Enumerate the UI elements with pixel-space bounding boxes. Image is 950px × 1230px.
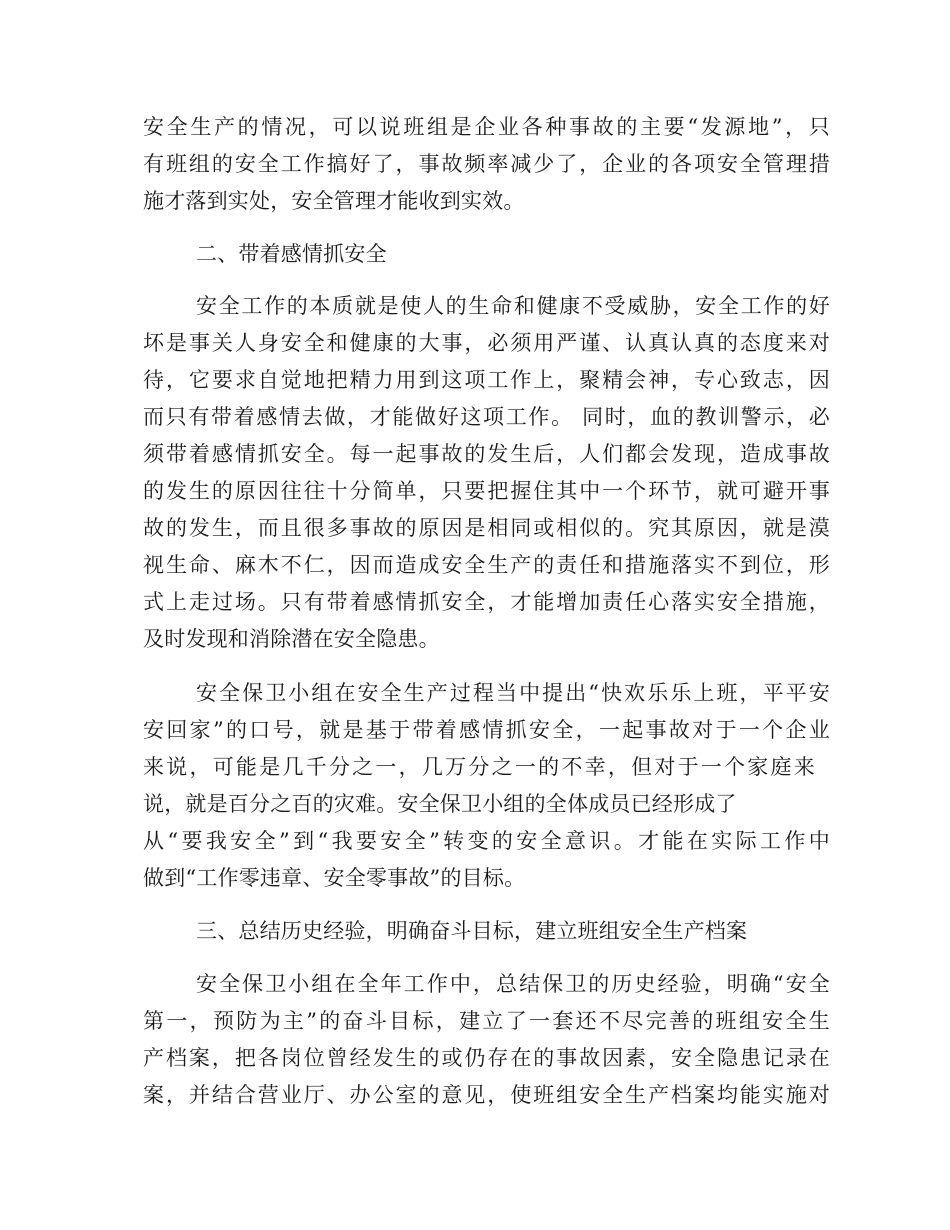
paragraph-2-line: 及时发现和消除潜在安全隐患。	[143, 627, 440, 651]
paragraph-3-line: 安回家”的口号，就是基于带着感情抓安全，一起事故对于一个企业	[143, 718, 830, 742]
paragraph-3-line: 说，就是百分之百的灾难。安全保卫小组的全体成员已经形成了	[143, 792, 737, 816]
paragraph-2-line: 坏是事关人身安全和健康的大事，必须用严谨、认真认真的态度来对	[143, 331, 830, 355]
paragraph-1-line: 施才落到实处，安全管理才能收到实效。	[143, 189, 525, 213]
paragraph-4-line: 安全保卫小组在全年工作中，总结保卫的历史经验，明确“安全	[196, 972, 830, 996]
paragraph-2-line: 式上走过场。只有带着感情抓安全，才能增加责任心落实安全措施，	[143, 590, 830, 614]
section-heading-3: 三、总结历史经验，明确奋斗目标，建立班组安全生产档案	[196, 919, 748, 943]
paragraph-2-line: 的发生的原因往往十分简单，只要把握住其中一个环节，就可避开事	[143, 479, 830, 503]
paragraph-3-line: 做到“工作零违章、安全零事故”的目标。	[143, 866, 526, 890]
paragraph-2-line: 须带着感情抓安全。每一起事故的发生后，人们都会发现，造成事故	[143, 442, 830, 466]
paragraph-2-line: 故的发生，而且很多事故的原因是相同或相似的。究其原因，就是漠	[143, 516, 830, 540]
paragraph-2-line: 待，它要求自觉地把精力用到这项工作上，聚精会神，专心致志，因	[143, 368, 830, 392]
paragraph-3-line: 从“要我安全”到“我要安全”转变的安全意识。才能在实际工作中	[143, 829, 830, 853]
paragraph-1-line: 有班组的安全工作搞好了，事故频率减少了，企业的各项安全管理措	[143, 152, 830, 176]
paragraph-2-line: 视生命、麻木不仁，因而造成安全生产的责任和措施落实不到位，形	[143, 553, 830, 577]
paragraph-1-line: 安全生产的情况，可以说班组是企业各种事故的主要“发源地”，只	[143, 115, 830, 139]
paragraph-4-line: 案，并结合营业厅、办公室的意见，使班组安全生产档案均能实施对	[143, 1083, 830, 1107]
section-heading-2: 二、带着感情抓安全	[196, 242, 387, 266]
paragraph-2-line: 安全工作的本质就是使人的生命和健康不受威胁，安全工作的好	[196, 294, 830, 318]
paragraph-3-line: 来说，可能是几千分之一，几万分之一的不幸，但对于一个家庭来	[143, 755, 815, 779]
paragraph-3-line: 安全保卫小组在安全生产过程当中提出“快欢乐乐上班，平平安	[196, 681, 830, 705]
paragraph-4-line: 第一，预防为主”的奋斗目标，建立了一套还不尽完善的班组安全生	[143, 1009, 830, 1033]
paragraph-2-line: 而只有带着感情去做，才能做好这项工作。 同时，血的教训警示，必	[143, 405, 830, 429]
paragraph-4-line: 产档案，把各岗位曾经发生的或仍存在的事故因素，安全隐患记录在	[143, 1046, 830, 1070]
